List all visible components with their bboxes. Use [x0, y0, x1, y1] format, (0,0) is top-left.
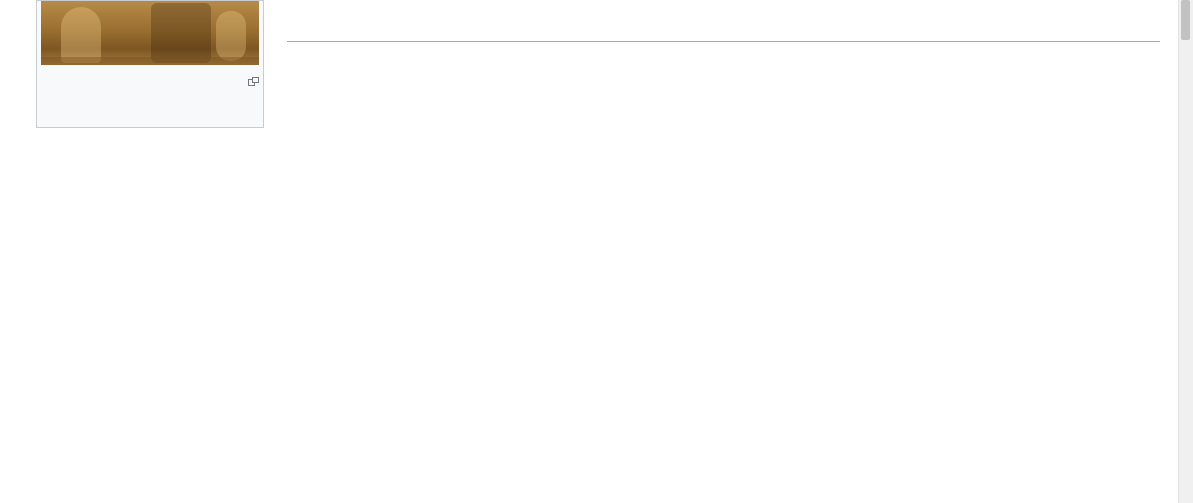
vertical-scrollbar[interactable]	[1178, 0, 1193, 503]
scrollbar-thumb[interactable]	[1181, 0, 1190, 40]
temple-relief-image[interactable]	[41, 1, 259, 65]
section-heading-love	[287, 39, 1160, 42]
figure-thumbnail	[36, 0, 264, 128]
magnify-icon[interactable]	[248, 71, 259, 80]
